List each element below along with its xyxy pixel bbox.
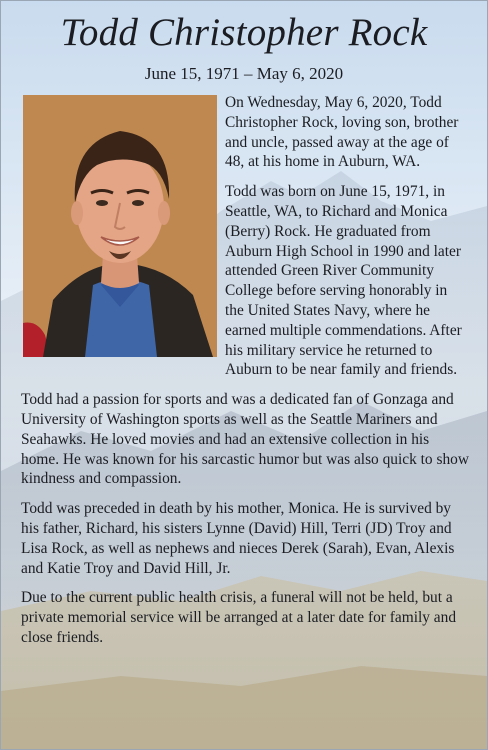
life-dates: June 15, 1971 – May 6, 2020 bbox=[144, 64, 344, 83]
deceased-name: Todd Christopher Rock bbox=[60, 11, 428, 54]
obituary-text bbox=[21, 93, 469, 658]
obituary-paragraph: Todd was preceded in death by his mother, Monica. He is survived by his father, Richard, his sisters Lynne (David) Hill, Terri (JD) Troy and Lisa Rock, as well as nephews and nieces Derek (Sarah), Evan, Alexis and Katie Troy and David Hill, Jr. bbox=[21, 500, 455, 577]
obituary-paragraph: On Wednesday, May 6, 2020, Todd Christopher Rock, loving son, brother and uncle, passed away at the age of 48, at his home in Auburn, WA. bbox=[225, 94, 459, 171]
photo-spacer bbox=[21, 93, 225, 361]
obituary-paragraph: Due to the current public health crisis, a funeral will not be held, but a private memorial service will be arranged at a later date for family and close friends. bbox=[21, 589, 457, 646]
obituary-paragraph: Todd had a passion for sports and was a dedicated fan of Gonzaga and University of Washington sports as well as the Seattle Mariners and Seahawks. He loved movies and had an extensive collection in his home. He was known for his sarcastic humor but was also quick to show kindness and compassion. bbox=[21, 391, 469, 488]
obituary-paragraph: Todd was born on June 15, 1971, in Seattle, WA, to Richard and Monica (Berry) Rock. He graduated from Auburn High School in 1990 and later attended Green River Community College before serving honorably in the United States Navy, where he earned multiple commendations. After his military service he returned to Auburn to be near family and friends. bbox=[225, 183, 462, 379]
